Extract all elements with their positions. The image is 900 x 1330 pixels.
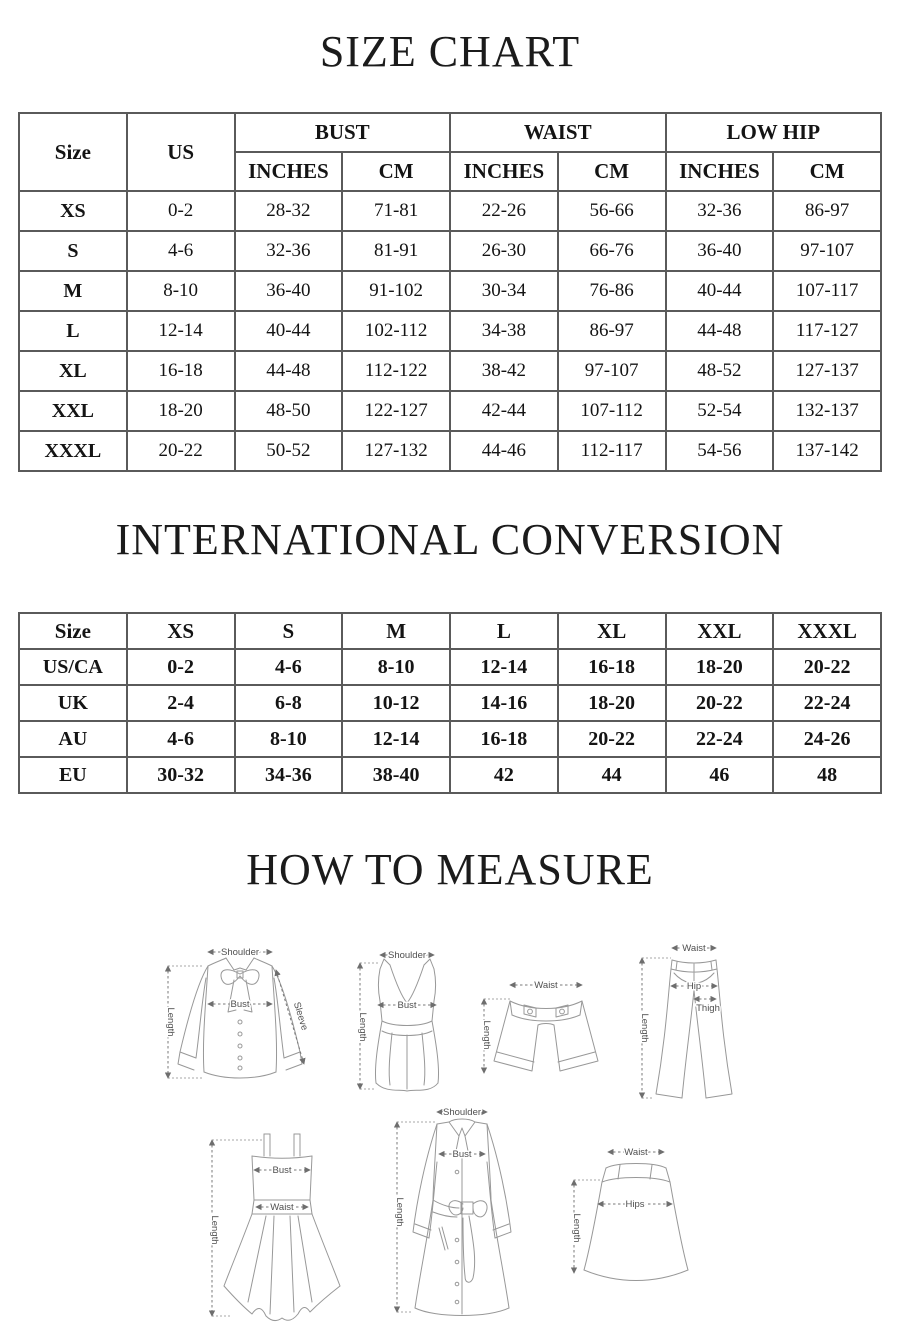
cell: 66-76: [558, 231, 666, 271]
cell: 22-24: [666, 721, 774, 757]
header-m: M: [342, 613, 450, 649]
bust-label: Bust: [397, 1000, 417, 1011]
waist-label: Waist: [270, 1202, 294, 1213]
cell: 22-26: [450, 191, 558, 231]
header-s: S: [235, 613, 343, 649]
waist-label: Waist: [624, 1147, 648, 1158]
cell: XL: [19, 351, 127, 391]
cell: 24-26: [773, 721, 881, 757]
shoulder-label: Shoulder: [442, 1107, 482, 1118]
cell: 52-54: [666, 391, 774, 431]
header-xxl: XXL: [666, 613, 774, 649]
header-low-hip: LOW HIP: [666, 113, 882, 152]
cell: 54-56: [666, 431, 774, 471]
bust-label: Bust: [272, 1165, 292, 1176]
length-label: Length: [481, 1020, 492, 1050]
how-to-measure-title: HOW TO MEASURE: [246, 845, 654, 894]
header-bust: BUST: [235, 113, 451, 152]
bust-label: Bust: [230, 999, 250, 1010]
header-waist-inches: INCHES: [450, 152, 558, 191]
cell: 8-10: [127, 271, 235, 311]
conversion-title: INTERNATIONAL CONVERSION: [115, 515, 785, 564]
cell: 14-16: [450, 685, 558, 721]
cell: XXL: [19, 391, 127, 431]
header-hip-inches: INCHES: [666, 152, 774, 191]
size-chart-title: SIZE CHART: [319, 27, 581, 76]
cell: UK: [19, 685, 127, 721]
table-row: [19, 757, 881, 793]
cell: 16-18: [127, 351, 235, 391]
header-xxxl: XXXL: [773, 613, 881, 649]
cell: 117-127: [773, 311, 881, 351]
cell: 8-10: [342, 649, 450, 685]
cell: 34-38: [450, 311, 558, 351]
pants-diagram: [622, 936, 757, 1111]
length-label: Length: [357, 1012, 368, 1042]
header-bust-inches: INCHES: [235, 152, 343, 191]
cell: 56-66: [558, 191, 666, 231]
size-chart-table: [18, 112, 882, 472]
cell: 4-6: [235, 649, 343, 685]
hips-label: Hips: [625, 1199, 645, 1210]
size-chart-page: [0, 27, 900, 1330]
header-xl: XL: [558, 613, 666, 649]
length-label: Length: [639, 1013, 650, 1043]
cell: 12-14: [342, 721, 450, 757]
cell: 112-117: [558, 431, 666, 471]
cell: 44-46: [450, 431, 558, 471]
cell: 81-91: [342, 231, 450, 271]
cell: 40-44: [235, 311, 343, 351]
cell: 97-107: [773, 231, 881, 271]
table-row: [19, 351, 881, 391]
table-row: [19, 685, 881, 721]
tank-top-diagram: [350, 943, 465, 1103]
cell: 12-14: [127, 311, 235, 351]
dress-diagram: [200, 1126, 365, 1326]
cell: 34-36: [235, 757, 343, 793]
cell: 44-48: [666, 311, 774, 351]
cell: 4-6: [127, 721, 235, 757]
cell: 48: [773, 757, 881, 793]
waist-label: Waist: [682, 943, 706, 954]
cell: 16-18: [558, 649, 666, 685]
length-label: Length: [571, 1213, 582, 1243]
table-row: [19, 721, 881, 757]
cell: 30-32: [127, 757, 235, 793]
cell: 32-36: [666, 191, 774, 231]
cell: 86-97: [558, 311, 666, 351]
table-row: [19, 649, 881, 685]
conversion-table: [18, 612, 882, 794]
table-row: [19, 311, 881, 351]
cell: 42-44: [450, 391, 558, 431]
cell: 127-137: [773, 351, 881, 391]
shoulder-label: Shoulder: [220, 947, 260, 958]
cell: 112-122: [342, 351, 450, 391]
length-label: Length: [209, 1215, 220, 1245]
cell: 0-2: [127, 191, 235, 231]
thigh-label: Thigh: [696, 1003, 720, 1014]
cell: 102-112: [342, 311, 450, 351]
cell: 97-107: [558, 351, 666, 391]
header-us: US: [127, 113, 235, 191]
table-row: [19, 191, 881, 231]
cell: L: [19, 311, 127, 351]
cell: 50-52: [235, 431, 343, 471]
waist-label: Waist: [534, 980, 558, 991]
cell: 32-36: [235, 231, 343, 271]
blouse-diagram: [160, 940, 335, 1105]
cell: 91-102: [342, 271, 450, 311]
cell: 122-127: [342, 391, 450, 431]
header-l: L: [450, 613, 558, 649]
cell: 18-20: [127, 391, 235, 431]
cell: 107-112: [558, 391, 666, 431]
cell: 30-34: [450, 271, 558, 311]
cell: AU: [19, 721, 127, 757]
length-label: Length: [165, 1007, 176, 1037]
header-hip-cm: CM: [773, 152, 881, 191]
cell: 132-137: [773, 391, 881, 431]
cell: S: [19, 231, 127, 271]
table-row: [19, 431, 881, 471]
cell: 26-30: [450, 231, 558, 271]
table-row: [19, 231, 881, 271]
cell: 36-40: [235, 271, 343, 311]
shoulder-label: Shoulder: [387, 950, 427, 961]
cell: 8-10: [235, 721, 343, 757]
cell: 2-4: [127, 685, 235, 721]
cell: 10-12: [342, 685, 450, 721]
length-label: Length: [394, 1197, 405, 1227]
sleeve-label: Sleeve: [290, 1000, 310, 1032]
cell: 28-32: [235, 191, 343, 231]
cell: 12-14: [450, 649, 558, 685]
cell: US/CA: [19, 649, 127, 685]
cell: 20-22: [558, 721, 666, 757]
header-waist: WAIST: [450, 113, 666, 152]
header-xs: XS: [127, 613, 235, 649]
cell: 107-117: [773, 271, 881, 311]
cell: 137-142: [773, 431, 881, 471]
skirt-diagram: [558, 1140, 710, 1295]
cell: 6-8: [235, 685, 343, 721]
cell: 22-24: [773, 685, 881, 721]
cell: 71-81: [342, 191, 450, 231]
cell: 46: [666, 757, 774, 793]
header-waist-cm: CM: [558, 152, 666, 191]
cell: XXXL: [19, 431, 127, 471]
cell: 18-20: [558, 685, 666, 721]
cell: 20-22: [773, 649, 881, 685]
cell: 38-40: [342, 757, 450, 793]
header-size: Size: [19, 613, 127, 649]
cell: 38-42: [450, 351, 558, 391]
cell: 36-40: [666, 231, 774, 271]
conversion-header-row: [19, 613, 881, 649]
cell: 127-132: [342, 431, 450, 471]
shorts-diagram: [468, 973, 623, 1088]
cell: 48-52: [666, 351, 774, 391]
cell: 40-44: [666, 271, 774, 311]
cell: M: [19, 271, 127, 311]
header-size: Size: [19, 113, 127, 191]
table-row: [19, 391, 881, 431]
size-table-header-row: [19, 113, 881, 152]
cell: 16-18: [450, 721, 558, 757]
cell: XS: [19, 191, 127, 231]
cell: 44: [558, 757, 666, 793]
cell: 42: [450, 757, 558, 793]
cell: 4-6: [127, 231, 235, 271]
bust-label: Bust: [452, 1149, 472, 1160]
table-row: [19, 271, 881, 311]
cell: 20-22: [666, 685, 774, 721]
coat-diagram: [383, 1100, 535, 1325]
cell: 48-50: [235, 391, 343, 431]
measure-diagrams: [0, 902, 900, 1328]
cell: 76-86: [558, 271, 666, 311]
header-bust-cm: CM: [342, 152, 450, 191]
hip-label: Hip: [686, 981, 702, 992]
cell: 0-2: [127, 649, 235, 685]
cell: 18-20: [666, 649, 774, 685]
cell: EU: [19, 757, 127, 793]
cell: 44-48: [235, 351, 343, 391]
cell: 86-97: [773, 191, 881, 231]
cell: 20-22: [127, 431, 235, 471]
